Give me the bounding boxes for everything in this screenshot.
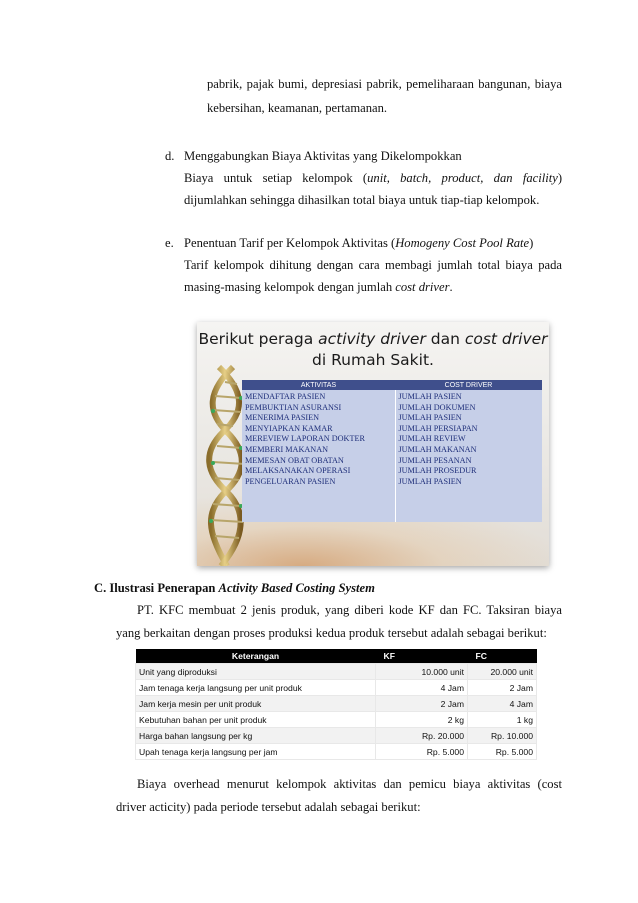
section-c-para-line-2: yang berkaitan dengan proses produksi kedua produk tersebut adalah sebagai berikut:: [116, 626, 547, 640]
item-c-line-2: kebersihan, keamanan, pertamanan.: [207, 101, 388, 115]
driver-item: JUMLAH PESANAN: [398, 455, 472, 465]
driver-item: JUMLAH PROSEDUR: [398, 466, 477, 476]
kf-value: 2 kg: [376, 712, 468, 728]
fc-value: 2 Jam: [468, 680, 537, 696]
kf-value: Rp. 5.000: [376, 744, 468, 760]
item-e-heading: Penentuan Tarif per Kelompok Aktivitas (Homogeny Cost Pool Rate): [184, 236, 534, 250]
slide-title-line-2: di Rumah Sakit.: [312, 351, 434, 369]
driver-item: JUMLAH PASIEN: [398, 392, 462, 401]
driver-list: [395, 390, 542, 522]
driver-item: JUMLAH MAKANAN: [398, 444, 477, 454]
row-label: Kebutuhan bahan per unit produk: [136, 712, 376, 728]
slide-image: [197, 322, 549, 566]
table-row: [136, 680, 537, 696]
table-row: [136, 728, 537, 744]
activity-item: MENERIMA PASIEN: [245, 413, 320, 423]
activity-item: MENDAFTAR PASIEN: [245, 392, 326, 401]
fc-value: 4 Jam: [468, 696, 537, 712]
row-label: Jam tenaga kerja langsung per unit produk: [136, 680, 376, 696]
col-header-cost-driver: COST DRIVER: [395, 380, 542, 390]
driver-item: JUMLAH PASIEN: [398, 476, 462, 486]
activity-item: PENGELUARAN PASIEN: [245, 476, 336, 486]
fc-value: 1 kg: [468, 712, 537, 728]
item-e-line-2: masing-masing kelompok dengan jumlah cost driver.: [184, 280, 453, 294]
kf-value: 2 Jam: [376, 696, 468, 712]
activity-item: MENYIAPKAN KAMAR: [245, 423, 333, 433]
item-e-marker: e.: [165, 236, 174, 250]
row-label: Jam kerja mesin per unit produk: [136, 696, 376, 712]
slide-title-line-1: Berikut peraga activity driver dan cost driver: [198, 330, 548, 348]
activity-item: MEMESAN OBAT OBATAN: [245, 455, 344, 465]
col-header-keterangan: Keterangan: [136, 649, 376, 664]
col-header-activity: AKTIVITAS: [242, 380, 395, 390]
production-cost-table: [135, 649, 537, 760]
item-c-line-1: pabrik, pajak bumi, depresiasi pabrik, pemeliharaan bangunan, biaya: [207, 77, 562, 91]
driver-item: JUMLAH PASIEN: [398, 413, 462, 423]
activity-item: MEMBERI MAKANAN: [245, 444, 329, 454]
table-row: [136, 744, 537, 760]
section-c-para-line-1: PT. KFC membuat 2 jenis produk, yang diberi kode KF dan FC. Taksiran biaya: [137, 603, 562, 617]
fc-value: Rp. 5.000: [468, 744, 537, 760]
col-header-kf: KF: [376, 649, 468, 664]
section-c-heading: C. Ilustrasi Penerapan Activity Based Costing System: [94, 581, 375, 595]
row-label: Upah tenaga kerja langsung per jam: [136, 744, 376, 760]
kf-value: 10.000 unit: [376, 664, 468, 680]
table-row: [136, 696, 537, 712]
item-d-heading: Menggabungkan Biaya Aktivitas yang Dikelompokkan: [184, 149, 462, 163]
driver-item: JUMLAH REVIEW: [398, 434, 466, 444]
fc-value: Rp. 10.000: [468, 728, 537, 744]
item-e-line-1: Tarif kelompok dihitung dengan cara membagi jumlah total biaya pada: [184, 258, 562, 272]
kf-value: 4 Jam: [376, 680, 468, 696]
closing-line-2: driver acticity) pada periode tersebut adalah sebagai berikut:: [116, 800, 421, 814]
item-d-marker: d.: [165, 149, 175, 163]
row-label: Unit yang diproduksi: [136, 664, 376, 680]
driver-item: JUMLAH PERSIAPAN: [398, 423, 478, 433]
table-row: [136, 712, 537, 728]
activity-list: [242, 390, 395, 522]
col-header-fc: FC: [468, 649, 537, 664]
row-label: Harga bahan langsung per kg: [136, 728, 376, 744]
table-row: [136, 664, 537, 680]
item-d-line-2: dijumlahkan sehingga dihasilkan total biaya untuk tiap-tiap kelompok.: [184, 193, 540, 207]
activity-item: MEREVIEW LAPORAN DOKTER: [245, 434, 365, 444]
fc-value: 20.000 unit: [468, 664, 537, 680]
closing-line-1: Biaya overhead menurut kelompok aktivitas dan pemicu biaya aktivitas (cost: [137, 777, 562, 791]
activity-driver-table: [242, 380, 542, 522]
item-d-line-1: Biaya untuk setiap kelompok (unit, batch, product, dan facility): [184, 171, 563, 185]
driver-item: JUMLAH DOKUMEN: [398, 402, 476, 412]
activity-item: PEMBUKTIAN ASURANSI: [245, 402, 342, 412]
activity-item: MELAKSANAKAN OPERASI: [245, 466, 351, 476]
kf-value: Rp. 20.000: [376, 728, 468, 744]
